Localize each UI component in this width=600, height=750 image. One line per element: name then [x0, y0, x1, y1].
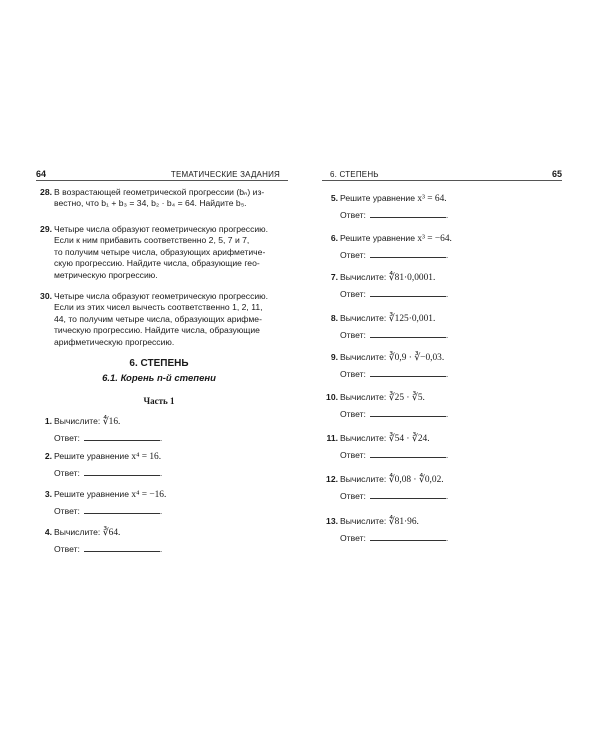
task-3: 3. Решите уравнение x⁴ = −16. Ответ: .	[36, 489, 282, 518]
task-number: 2.	[44, 451, 52, 461]
task-prefix: Решите уравнение	[340, 233, 416, 243]
problem-number: 28.	[40, 187, 52, 197]
answer-label: Ответ:	[340, 409, 366, 420]
task-prefix: Вычислите:	[340, 516, 387, 526]
task-prefix: Вычислите:	[340, 433, 387, 443]
task-prefix: Решите уравнение	[54, 489, 130, 499]
task-expression: x⁴ = −16.	[131, 490, 167, 500]
task-11: 11. Вычислите: ∛54 · ∛24. Ответ: .	[322, 433, 557, 462]
answer-label: Ответ:	[340, 533, 366, 544]
problem-text-line: метрическую прогрессию.	[54, 269, 158, 280]
answer-label: Ответ:	[340, 369, 366, 380]
task-expression: ∜16.	[102, 417, 121, 427]
problem-30	[36, 291, 282, 348]
problem-text-line: Если к ним прибавить соответственно 2, 5, 7 и 7,	[54, 235, 250, 246]
task-expression: x³ = 64.	[417, 194, 447, 204]
task-number: 4.	[44, 527, 52, 537]
problem-text-line: то получим четыре числа, образующих арифметиче-	[54, 246, 266, 257]
problem-text-line: 44, то получим четыре числа, образующих арифме-	[54, 313, 262, 324]
task-number: 3.	[44, 489, 52, 499]
task-expression: ∛64.	[102, 528, 121, 538]
task-expression: ∛25 · ∛5.	[388, 393, 425, 403]
answer-label: Ответ:	[340, 289, 366, 300]
part-title: Часть 1	[143, 396, 175, 406]
task-10: 10. Вычислите: ∛25 · ∛5. Ответ: .	[322, 392, 557, 421]
task-expression: ∜81·96.	[388, 517, 419, 527]
task-expression: ∜0,08 · ∜0,02.	[388, 475, 444, 485]
answer-field[interactable]	[370, 449, 446, 458]
task-2: 2. Решите уравнение x⁴ = 16. Ответ: .	[36, 451, 282, 480]
problem-text-line: арифметическую прогрессию.	[54, 336, 175, 347]
task-prefix: Решите уравнение	[54, 451, 130, 461]
task-prefix: Вычислите:	[340, 272, 387, 282]
right-page	[322, 168, 562, 568]
task-4: 4. Вычислите: ∛64. Ответ: .	[36, 527, 282, 556]
task-12: 12. Вычислите: ∜0,08 · ∜0,02. Ответ: .	[322, 474, 557, 503]
task-number: 1.	[44, 416, 52, 426]
task-number: 9.	[330, 352, 338, 362]
task-number: 13.	[326, 516, 338, 526]
page-number: 64	[36, 169, 47, 179]
answer-label: Ответ:	[54, 506, 80, 517]
task-number: 11.	[326, 433, 338, 443]
problem-number: 29.	[40, 224, 52, 234]
answer-label: Ответ:	[340, 450, 366, 461]
page-number: 65	[551, 169, 562, 179]
answer-field[interactable]	[370, 408, 446, 417]
problem-text-line: В возрастающей геометрической прогрессии (bₙ) из-	[54, 187, 265, 197]
task-number: 8.	[330, 313, 338, 323]
left-page	[36, 168, 288, 568]
answer-label: Ответ:	[340, 210, 366, 221]
task-prefix: Вычислите:	[54, 416, 101, 426]
answer-label: Ответ:	[340, 491, 366, 502]
task-prefix: Вычислите:	[340, 352, 387, 362]
task-7: 7. Вычислите: ∜81·0,0001. Ответ: .	[322, 272, 557, 301]
task-1: 1. Вычислите: ∜16. Ответ: .	[36, 416, 282, 445]
answer-field[interactable]	[370, 249, 446, 258]
task-5: 5. Решите уравнение x³ = 64. Ответ: .	[322, 193, 557, 222]
answer-field[interactable]	[84, 543, 160, 552]
answer-field[interactable]	[370, 288, 446, 297]
problem-29	[36, 224, 282, 281]
task-prefix: Вычислите:	[340, 313, 387, 323]
task-prefix: Вычислите:	[340, 474, 387, 484]
answer-field[interactable]	[370, 209, 446, 218]
problem-text-line: Четыре числа образуют геометрическую прогрессию.	[54, 291, 269, 301]
answer-label: Ответ:	[54, 468, 80, 479]
section-title: 6. СТЕПЕНЬ	[129, 358, 189, 369]
answer-label: Ответ:	[340, 330, 366, 341]
answer-field[interactable]	[370, 368, 446, 377]
answer-field[interactable]	[370, 329, 446, 338]
task-6: 6. Решите уравнение x³ = −64. Ответ: .	[322, 233, 557, 262]
answer-field[interactable]	[84, 467, 160, 476]
task-expression: ∜81·0,0001.	[388, 273, 436, 283]
task-13: 13. Вычислите: ∜81·96. Ответ: .	[322, 516, 557, 545]
task-expression: x³ = −64.	[417, 234, 452, 244]
subsection-title: 6.1. Корень n-й степени	[102, 373, 216, 384]
task-expression: ∛54 · ∛24.	[388, 434, 430, 444]
answer-field[interactable]	[84, 432, 160, 441]
running-title: 6. СТЕПЕНЬ	[330, 170, 379, 179]
task-number: 5.	[330, 193, 338, 203]
problem-text-line: Если из этих чисел вычесть соответственно 1, 2, 11,	[54, 302, 263, 313]
task-number: 6.	[330, 233, 338, 243]
problem-text-line: скую прогрессию. Найдите числа, образующие гео-	[54, 258, 260, 269]
problem-text-line: Четыре числа образуют геометрическую прогрессию.	[54, 224, 269, 234]
answer-label: Ответ:	[54, 544, 80, 555]
running-title: ТЕМАТИЧЕСКИЕ ЗАДАНИЯ	[170, 170, 280, 179]
right-page-header	[322, 168, 562, 181]
answer-field[interactable]	[370, 490, 446, 499]
answer-field[interactable]	[84, 505, 160, 514]
problem-text-line: вестно, что b₁ + b₃ = 34, b₂ · b₄ = 64. Найдите b₅.	[54, 198, 247, 209]
task-prefix: Вычислите:	[340, 392, 387, 402]
task-number: 7.	[330, 272, 338, 282]
left-page-header	[36, 168, 288, 181]
task-number: 10.	[326, 392, 338, 402]
problem-28	[36, 187, 282, 210]
task-expression: x⁴ = 16.	[131, 452, 162, 462]
task-prefix: Вычислите:	[54, 527, 101, 537]
task-number: 12.	[326, 474, 338, 484]
task-expression: ∛125·0,001.	[388, 314, 436, 324]
problem-number: 30.	[40, 291, 52, 301]
task-expression: ∛0,9 · ∛−0,03.	[388, 353, 445, 363]
answer-field[interactable]	[370, 532, 446, 541]
problem-text-line: тическую прогрессию. Найдите числа, образующие	[54, 325, 260, 336]
task-9: 9. Вычислите: ∛0,9 · ∛−0,03. Ответ: .	[322, 352, 557, 381]
task-8: 8. Вычислите: ∛125·0,001. Ответ: .	[322, 313, 557, 342]
task-prefix: Решите уравнение	[340, 193, 416, 203]
answer-label: Ответ:	[54, 433, 80, 444]
answer-label: Ответ:	[340, 250, 366, 261]
